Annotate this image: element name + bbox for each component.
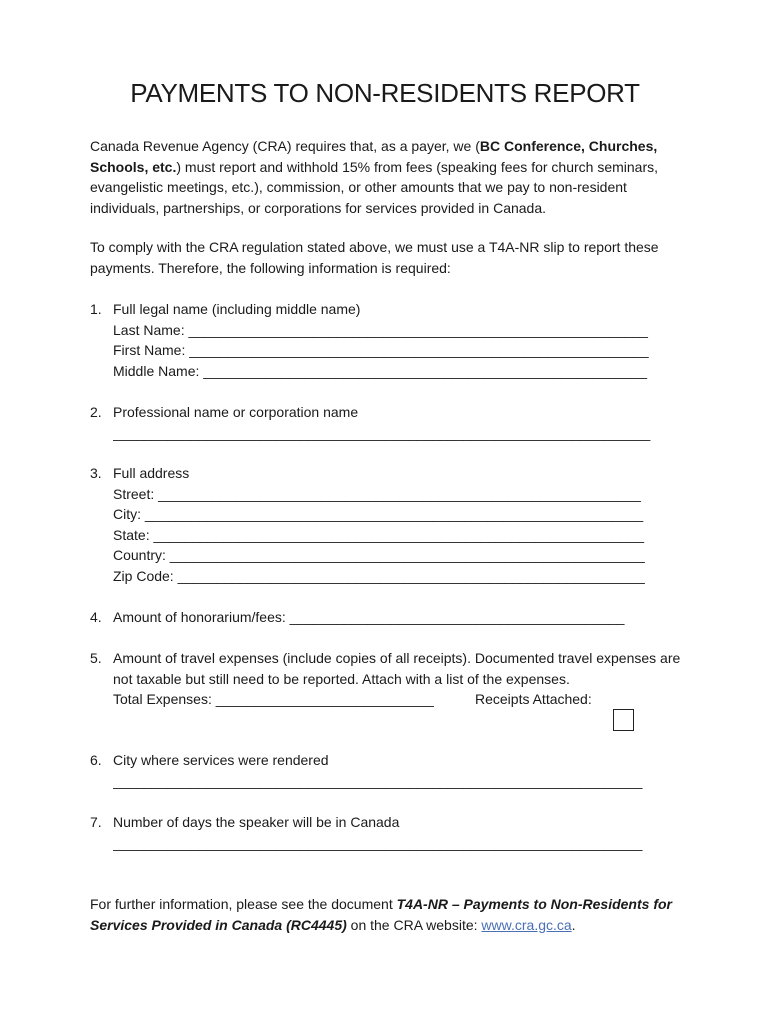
item-professional-name (90, 402, 690, 443)
footer-text-3: . (571, 916, 576, 933)
intro-bold-entities: BC Conference, Churches, Schools, etc. (90, 138, 658, 175)
item-heading: Full address (113, 465, 190, 481)
city-services-field[interactable]: ____________________________________________________________________ (113, 772, 643, 789)
item-city-services (90, 750, 690, 791)
honorarium-field[interactable]: Amount of honorarium/fees: ___________________________________________ (113, 609, 625, 625)
zip-code-field[interactable]: Zip Code: ____________________________________________________________ (113, 567, 645, 584)
last-name-field[interactable]: Last Name: ___________________________________________________________ (113, 321, 648, 338)
cra-website-link[interactable]: www.cra.gc.ca (481, 916, 572, 933)
item-days-in-canada (90, 812, 690, 853)
days-in-canada-field[interactable]: ____________________________________________________________________ (113, 834, 643, 851)
item-heading: Full legal name (including middle name) (113, 301, 361, 317)
state-field[interactable]: State: _______________________________________________________________ (113, 526, 644, 543)
intro-text-1: Canada Revenue Agency (CRA) requires that, as a payer, we ( (90, 138, 480, 154)
footer-note (90, 894, 690, 935)
item-travel-expenses (90, 648, 690, 710)
item-number: 2. (90, 404, 102, 420)
travel-expenses-text: Amount of travel expenses (include copies of all receipts). Documented travel expenses are not taxable but still need to be reported. Attach with a list of the expenses. (113, 650, 681, 687)
country-field[interactable]: Country: _____________________________________________________________ (113, 547, 645, 563)
item-legal-name (90, 299, 690, 381)
document-reference: T4A-NR – Payments to Non-Residents for Services Provided in Canada (RC4445) (90, 896, 672, 933)
item-number: 7. (90, 814, 102, 830)
receipts-attached-label: Receipts Attached: (475, 691, 592, 707)
item-number: 6. (90, 752, 102, 768)
intro-text-2: ) must report and withhold 15% from fees (speaking fees for church seminars, evangelistic meetings, etc.), commission, or other amounts that we pay to non-resident individuals, partnerships, or corporations for services provided in Canada. (90, 158, 659, 216)
street-field[interactable]: Street: ______________________________________________________________ (113, 485, 641, 502)
item-number: 3. (90, 465, 102, 481)
item-number: 4. (90, 609, 102, 625)
city-field[interactable]: City: ________________________________________________________________ (113, 506, 644, 522)
middle-name-field[interactable]: Middle Name: _________________________________________________________ (113, 362, 648, 379)
footer-text-2: on the CRA website: (346, 916, 482, 933)
item-number: 1. (90, 301, 102, 317)
first-name-field[interactable]: First Name: ___________________________________________________________ (113, 342, 649, 358)
item-number: 5. (90, 650, 102, 666)
comply-paragraph: To comply with the CRA regulation stated above, we must use a T4A-NR slip to report these payments. Therefore, the following information is required: (90, 239, 659, 276)
item-heading: Number of days the speaker will be in Canada (113, 814, 400, 830)
page-title: PAYMENTS TO NON-RESIDENTS REPORT (130, 78, 640, 108)
professional-name-field[interactable]: _____________________________________________________________________ (113, 424, 651, 441)
receipts-attached-checkbox[interactable] (613, 709, 634, 731)
footer-text-1: For further information, please see the document (90, 896, 397, 912)
item-full-address (90, 463, 690, 586)
item-heading: City where services were rendered (113, 752, 329, 768)
item-heading: Professional name or corporation name (113, 404, 359, 420)
total-expenses-field[interactable]: Total Expenses: ____________________________ (113, 691, 434, 707)
intro-paragraph (90, 136, 690, 218)
item-honorarium (90, 607, 690, 628)
